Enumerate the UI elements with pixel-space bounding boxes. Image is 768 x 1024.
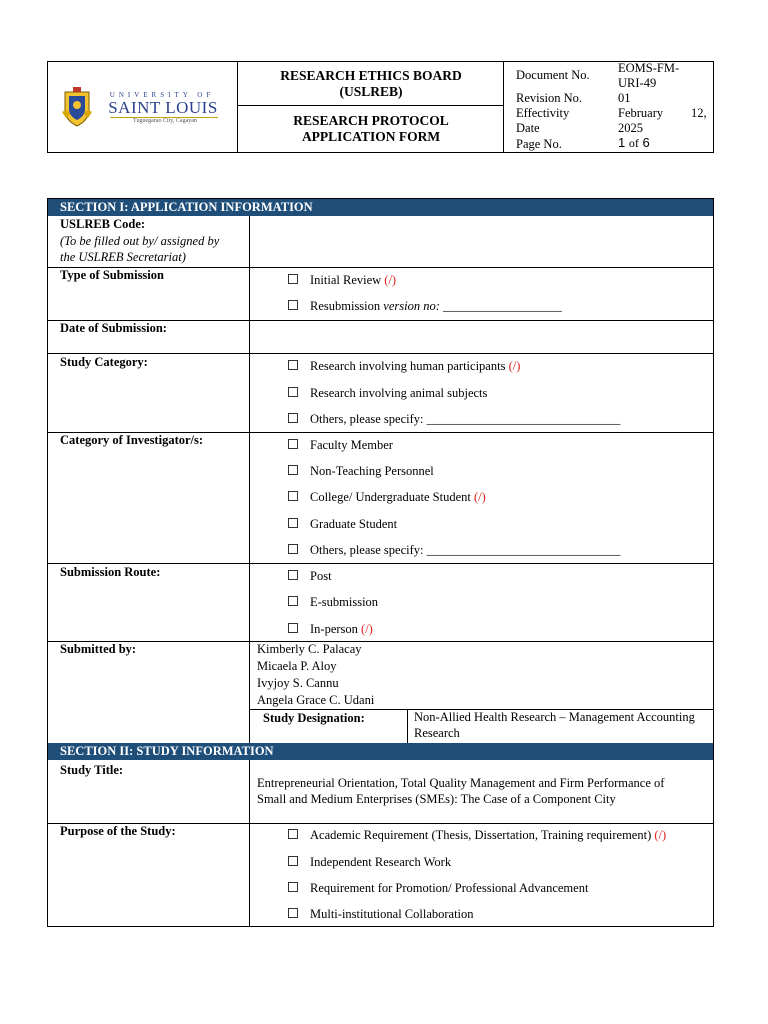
study-designation-label: Study Designation: <box>263 711 365 725</box>
checkbox[interactable] <box>288 491 298 501</box>
version-no-label: version no: <box>383 299 440 313</box>
option-resubmission[interactable] <box>288 299 562 314</box>
university-seal-icon <box>62 86 92 128</box>
option-independent-research[interactable] <box>288 855 451 870</box>
option-label: Faculty Member <box>310 438 393 452</box>
checkbox[interactable] <box>288 518 298 528</box>
option-label: Research involving animal subjects <box>310 386 488 400</box>
check-mark: (/) <box>508 359 521 373</box>
checkbox[interactable] <box>288 544 298 554</box>
row-divider <box>48 563 713 564</box>
check-mark: (/) <box>361 622 373 636</box>
option-label: College/ Undergraduate Student <box>310 490 471 504</box>
checkbox[interactable] <box>288 856 298 866</box>
checkbox[interactable] <box>288 387 298 397</box>
date-of-submission-label: Date of Submission: <box>60 321 167 335</box>
document-no-label: Document No. <box>516 68 590 82</box>
column-divider <box>249 760 250 926</box>
option-college-student[interactable] <box>288 490 486 505</box>
application-form-table <box>47 198 714 927</box>
document-no-value-2: URI-49 <box>618 76 657 90</box>
study-designation-value-2: Research <box>414 726 460 740</box>
effectivity-value-2: 2025 <box>618 121 643 135</box>
row-divider <box>48 353 713 354</box>
logo-saint-louis: SAINT LOUIS <box>108 98 218 117</box>
checkbox[interactable] <box>288 908 298 918</box>
designation-column-divider <box>407 709 408 743</box>
option-in-person[interactable] <box>288 622 373 637</box>
effectivity-value-day: 12, <box>691 106 707 120</box>
study-title-value-1: Entrepreneurial Orientation, Total Quality Management and Firm Performance of <box>257 776 665 790</box>
checkbox[interactable] <box>288 413 298 423</box>
logo-university-of: UNIVERSITY OF <box>109 91 215 99</box>
type-of-submission-label: Type of Submission <box>60 268 164 282</box>
option-label: Post <box>310 569 332 583</box>
investigator-category-label: Category of Investigator/s: <box>60 433 204 447</box>
study-category-label: Study Category: <box>60 355 148 369</box>
submitter-name: Angela Grace C. Udani <box>257 693 375 707</box>
version-no-blank: ___________________ <box>443 299 562 313</box>
uslreb-code-note-2: the USLREB Secretariat) <box>60 250 186 264</box>
option-category-others[interactable] <box>288 412 620 427</box>
option-label: E-submission <box>310 595 379 609</box>
section-2-header: SECTION II: STUDY INFORMATION <box>48 743 713 760</box>
revision-no-label: Revision No. <box>516 91 582 105</box>
page-current: 1 <box>618 135 626 150</box>
submitted-by-label: Submitted by: <box>60 642 137 656</box>
submitter-name: Ivyjoy S. Cannu <box>257 676 339 690</box>
checkbox[interactable] <box>288 829 298 839</box>
study-title-value-2: Small and Medium Enterprises (SMEs): The Case of a Component City <box>257 792 616 806</box>
section-1-header: SECTION I: APPLICATION INFORMATION <box>48 199 713 216</box>
option-label: Independent Research Work <box>310 855 452 869</box>
board-title-line2: (USLREB) <box>339 84 403 99</box>
uslreb-code-label: USLREB Code: <box>60 217 146 231</box>
uslreb-code-note-1: (To be filled out by/ assigned by <box>60 234 220 248</box>
option-label: Others, please specify: _______________________________ <box>310 412 621 426</box>
option-label: Multi-institutional Collaboration <box>310 907 474 921</box>
effectivity-value-1: February <box>618 106 664 120</box>
option-investigator-others[interactable] <box>288 543 620 558</box>
page-of: of <box>628 136 639 150</box>
document-header <box>47 61 714 153</box>
submitter-name: Micaela P. Aloy <box>257 659 337 673</box>
check-mark: (/) <box>384 273 397 287</box>
board-title <box>238 62 504 106</box>
form-title-line1: RESEARCH PROTOCOL <box>293 113 449 128</box>
logo-place: Tuguegarao City, Cagayan <box>133 118 197 124</box>
page-total: 6 <box>642 135 650 150</box>
option-label: Others, please specify: _______________________________ <box>310 543 621 557</box>
option-label: Academic Requirement (Thesis, Dissertation, Training requirement) <box>310 828 652 842</box>
option-e-submission[interactable] <box>288 595 378 610</box>
checkbox[interactable] <box>288 570 298 580</box>
checkbox[interactable] <box>288 360 298 370</box>
option-animal-subjects[interactable] <box>288 386 487 401</box>
board-title-line1: RESEARCH ETHICS BOARD <box>280 68 462 83</box>
option-label: Resubmission <box>310 299 381 313</box>
checkbox[interactable] <box>288 300 298 310</box>
option-label: Research involving human participants <box>310 359 506 373</box>
column-divider <box>249 216 250 743</box>
option-label: Graduate Student <box>310 517 398 531</box>
revision-no-value: 01 <box>618 91 631 105</box>
option-promotion-requirement[interactable] <box>288 881 588 896</box>
option-faculty-member[interactable] <box>288 438 393 453</box>
option-multi-institutional[interactable] <box>288 907 474 922</box>
submitter-name: Kimberly C. Palacay <box>257 642 362 656</box>
header-title-cell <box>238 62 504 152</box>
form-title-line2: APPLICATION FORM <box>301 129 441 144</box>
document-meta <box>504 62 714 152</box>
document-no-value-1: EOMS-FM- <box>618 61 680 75</box>
checkbox[interactable] <box>288 596 298 606</box>
option-human-participants[interactable] <box>288 359 520 374</box>
check-mark: (/) <box>473 490 486 504</box>
form-title <box>238 106 504 152</box>
check-mark: (/) <box>654 828 667 842</box>
checkbox[interactable] <box>288 274 298 284</box>
checkbox[interactable] <box>288 623 298 633</box>
checkbox[interactable] <box>288 882 298 892</box>
row-divider <box>48 641 713 642</box>
page-no-label: Page No. <box>516 137 562 151</box>
option-graduate-student[interactable] <box>288 517 397 532</box>
checkbox[interactable] <box>288 439 298 449</box>
purpose-label: Purpose of the Study: <box>60 824 176 838</box>
logo-cell <box>48 62 238 152</box>
checkbox[interactable] <box>288 465 298 475</box>
option-label: Initial Review <box>310 273 382 287</box>
study-designation-value-1: Non-Allied Health Research – Management Accounting <box>414 710 695 724</box>
date-label: Date <box>516 121 540 135</box>
option-academic-requirement[interactable] <box>288 828 666 843</box>
option-label: Non-Teaching Personnel <box>310 464 434 478</box>
effectivity-label: Effectivity <box>516 106 570 120</box>
option-initial-review[interactable] <box>288 273 396 288</box>
page-number <box>618 135 650 151</box>
option-label: In-person <box>310 622 358 636</box>
study-title-label: Study Title: <box>60 763 124 777</box>
submission-route-label: Submission Route: <box>60 565 161 579</box>
option-non-teaching[interactable] <box>288 464 434 479</box>
option-label: Requirement for Promotion/ Professional Advancement <box>310 881 589 895</box>
option-post[interactable] <box>288 569 332 584</box>
